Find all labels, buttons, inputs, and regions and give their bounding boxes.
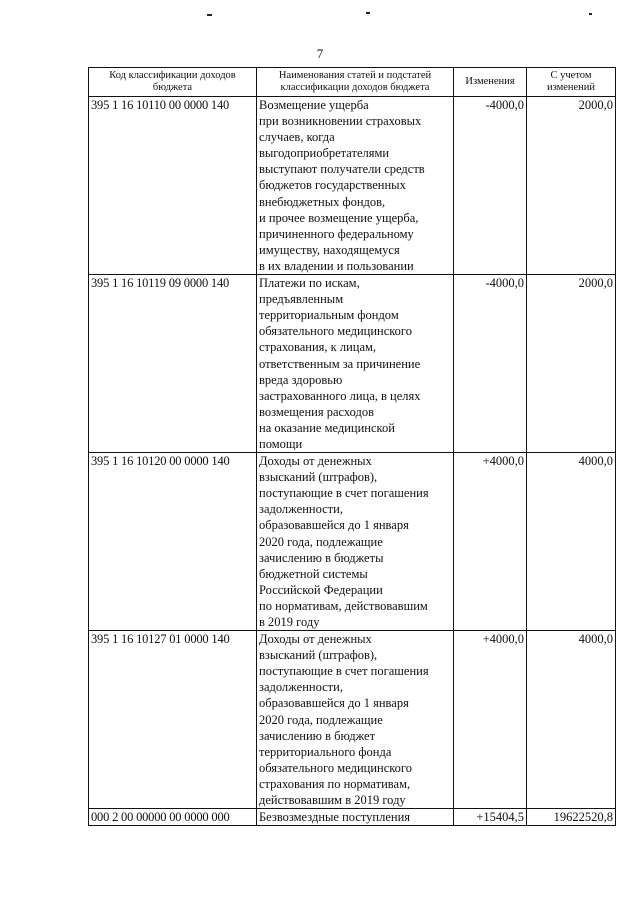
row-name-line: образовавшейся до 1 января — [259, 696, 409, 711]
row-change: +15404,5 — [454, 809, 527, 826]
row-name-line: территориального фонда — [259, 744, 392, 759]
row-name-line: Доходы от денежных — [259, 632, 372, 647]
row-name-line: помощи — [259, 436, 303, 451]
row-name-line: Безвозмездные поступления — [259, 810, 411, 825]
row-name-line: зачислению в бюджет — [259, 728, 376, 743]
row-name-line: страхования, к лицам, — [259, 340, 377, 355]
row-name-line: по нормативам, действовавшим — [259, 598, 428, 613]
row-change: -4000,0 — [454, 275, 527, 453]
scan-speck — [366, 12, 370, 14]
row-name-line: бюджетов государственных — [259, 178, 406, 193]
scan-speck — [207, 14, 212, 16]
row-name-line: Возмещение ущерба — [259, 98, 369, 112]
row-name-line: обязательного медицинского — [259, 324, 413, 339]
table-row — [89, 275, 616, 453]
row-name-line: зачислению в бюджеты — [259, 550, 384, 565]
row-name-line: 2020 года, подлежащие — [259, 712, 383, 727]
header-code: Код классификации доходов бюджета — [89, 68, 257, 97]
budget-table — [88, 67, 616, 826]
row-name-line: имуществу, находящемуся — [259, 242, 400, 257]
row-code: 395 1 16 10110 00 0000 140 — [89, 97, 257, 275]
row-name-line: Российской Федерации — [259, 582, 383, 597]
row-total: 19622520,8 — [527, 809, 616, 826]
header-name: Наименования статей и подстатей классификации доходов бюджета — [257, 68, 454, 97]
header-total: С учетом изменений — [527, 68, 616, 97]
row-name-line: территориальным фондом — [259, 308, 399, 323]
row-name — [257, 631, 454, 809]
row-name — [257, 453, 454, 631]
row-code: 395 1 16 10120 00 0000 140 — [89, 453, 257, 631]
row-total: 4000,0 — [527, 631, 616, 809]
row-code: 395 1 16 10127 01 0000 140 — [89, 631, 257, 809]
table-row — [89, 809, 616, 826]
row-name-line: ответственным за причинение — [259, 356, 421, 371]
scan-speck — [589, 13, 592, 15]
row-name-line: Доходы от денежных — [259, 454, 372, 469]
row-total: 2000,0 — [527, 97, 616, 275]
row-code: 395 1 16 10119 09 0000 140 — [89, 275, 257, 453]
row-name-line: застрахованного лица, в целях — [259, 388, 421, 403]
row-name-line: поступающие в счет погашения — [259, 664, 429, 679]
row-name-line: страхования по нормативам, — [259, 776, 411, 791]
row-name-line: внебюджетных фондов, — [259, 194, 386, 209]
table-header-row — [89, 68, 616, 97]
page-number: 7 — [316, 46, 324, 61]
row-name-line: образовавшейся до 1 января — [259, 518, 409, 533]
row-total: 2000,0 — [527, 275, 616, 453]
row-name-line: 2020 года, подлежащие — [259, 534, 383, 549]
row-name — [257, 97, 454, 275]
row-name-line: причиненного федеральному — [259, 226, 414, 241]
row-name-line: взысканий (штрафов), — [259, 470, 378, 485]
row-total: 4000,0 — [527, 453, 616, 631]
row-name-line: на оказание медицинской — [259, 420, 395, 435]
row-name — [257, 809, 454, 826]
row-name-line: бюджетной системы — [259, 566, 368, 581]
table-row — [89, 97, 616, 275]
row-name-line: выступают получатели средств — [259, 162, 425, 177]
row-name-line: действовавшим в 2019 году — [259, 793, 406, 808]
row-name-line: обязательного медицинского — [259, 760, 413, 775]
row-change: +4000,0 — [454, 453, 527, 631]
row-change: -4000,0 — [454, 97, 527, 275]
row-name-line: поступающие в счет погашения — [259, 486, 429, 501]
row-name-line: задолженности, — [259, 502, 343, 517]
row-name-line: предъявленным — [259, 292, 344, 307]
row-name-line: возмещения расходов — [259, 404, 375, 419]
table-row — [89, 453, 616, 631]
row-name-line: при возникновении страховых — [259, 114, 422, 129]
row-name-line: Платежи по искам, — [259, 276, 360, 291]
row-change: +4000,0 — [454, 631, 527, 809]
row-name-line: выгодоприобретателями — [259, 146, 390, 161]
row-name-line: вреда здоровью — [259, 372, 343, 387]
table-row — [89, 631, 616, 809]
row-name — [257, 275, 454, 453]
row-name-line: в 2019 году — [259, 615, 320, 629]
row-name-line: в их владении и пользовании — [259, 258, 414, 273]
row-code: 000 2 00 00000 00 0000 000 — [89, 809, 257, 826]
row-name-line: случаев, когда — [259, 130, 335, 145]
row-name-line: задолженности, — [259, 680, 343, 695]
header-change: Изменения — [454, 68, 527, 97]
row-name-line: и прочее возмещение ущерба, — [259, 210, 419, 225]
row-name-line: взысканий (штрафов), — [259, 648, 378, 663]
